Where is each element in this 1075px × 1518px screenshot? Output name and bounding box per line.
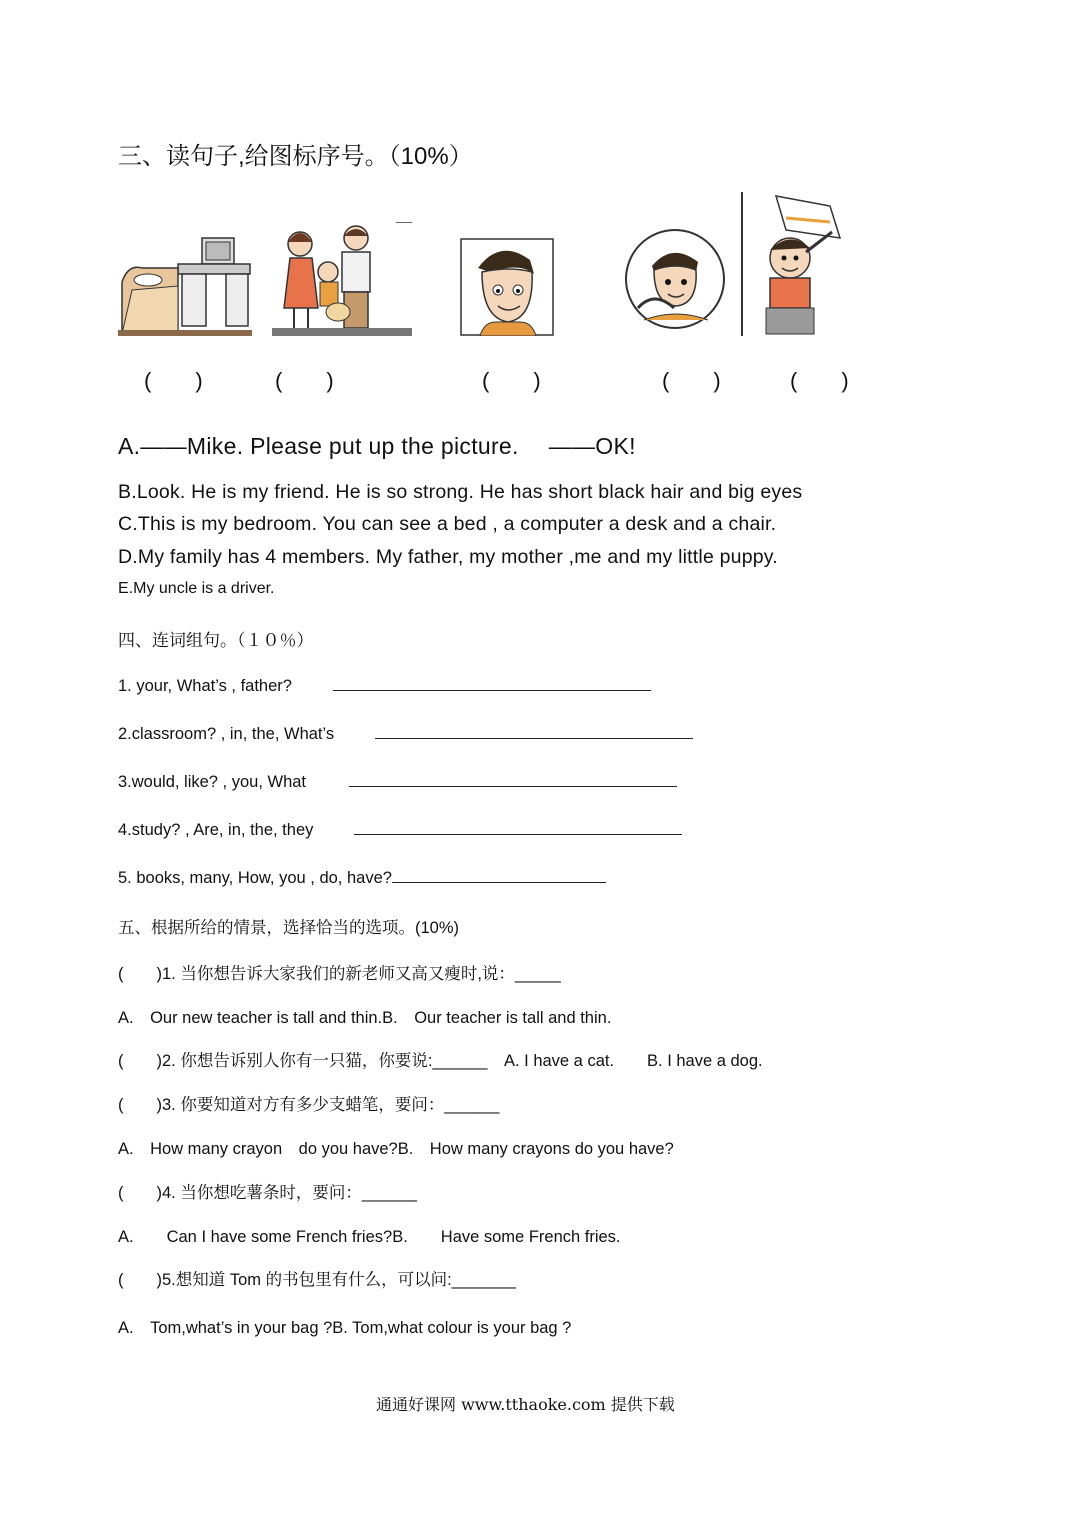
section-5-title: 五、根据所给的情景，选择恰当的选项。(10%) xyxy=(118,919,460,937)
answer-blank-4: ( ) xyxy=(662,368,721,393)
boy-with-picture xyxy=(740,192,852,336)
situation-question-1: ( )1. 当你想告诉大家我们的新老师又高又瘦时,说：_____ xyxy=(118,965,561,983)
answer-blank-3: ( ) xyxy=(482,368,541,393)
situation-options-3: A. How many crayon do you have?B. How many crayons do you have? xyxy=(118,1140,674,1158)
reorder-item-3 xyxy=(118,772,677,792)
answer-blank-1: ( ) xyxy=(144,368,203,393)
section-4-title: 四、连词组句。（１０％） xyxy=(118,631,314,650)
family-picture xyxy=(272,222,412,336)
option-c: C.This is my bedroom. You can see a bed , a computer a desk and a chair. xyxy=(118,513,777,535)
answer-line[interactable] xyxy=(354,820,682,835)
reorder-words: 2.classroom? , in, the, What’s xyxy=(118,725,335,743)
situation-options-4: A. Can I have some French fries?B. Have some French fries. xyxy=(118,1228,621,1246)
situation-question-4: ( )4. 当你想吃薯条时，要问：______ xyxy=(118,1184,417,1202)
option-b: B.Look. He is my friend. He is so strong. He has short black hair and big eyes xyxy=(118,481,803,503)
option-a: A.——Mike. Please put up the picture. ——OK! xyxy=(118,433,636,459)
driver-picture xyxy=(624,228,726,330)
answer-line[interactable] xyxy=(375,724,693,739)
reorder-words: 1. your, What’s , father? xyxy=(118,677,292,695)
situation-options-5: A. Tom,what’s in your bag ?B. Tom,what colour is your bag ? xyxy=(118,1319,572,1337)
situation-options-1: A. Our new teacher is tall and thin.B. Our teacher is tall and thin. xyxy=(118,1009,612,1027)
situation-question-2: ( )2. 你想告诉别人你有一只猫，你要说:______ A. I have a cat. B. I have a dog. xyxy=(118,1052,763,1070)
answer-line[interactable] xyxy=(333,676,651,691)
reorder-item-5 xyxy=(118,868,606,888)
situation-question-3: ( )3. 你要知道对方有多少支蜡笔，要问：______ xyxy=(118,1096,500,1114)
section-3-title: 三、读句子,给图标序号。（10%） xyxy=(118,143,473,170)
answer-blank-5: ( ) xyxy=(790,368,849,393)
reorder-words: 5. books, many, How, you , do, have? xyxy=(118,869,392,887)
footer-note: 通通好课网 www.tthaoke.com 提供下载 xyxy=(376,1395,675,1414)
reorder-words: 3.would, like? , you, What xyxy=(118,773,307,791)
friend-picture xyxy=(460,238,554,336)
answer-line[interactable] xyxy=(392,868,606,883)
option-d: D.My family has 4 members. My father, my mother ,me and my little puppy. xyxy=(118,546,778,568)
reorder-words: 4.study? , Are, in, the, they xyxy=(118,821,314,839)
situation-question-5: ( )5.想知道 Tom 的书包里有什么，可以问:_______ xyxy=(118,1271,516,1289)
bedroom-picture xyxy=(118,234,252,336)
reorder-item-1 xyxy=(118,676,651,696)
option-e: E.My uncle is a driver. xyxy=(118,580,275,597)
reorder-item-2 xyxy=(118,724,693,744)
reorder-item-4 xyxy=(118,820,682,840)
answer-blank-2: ( ) xyxy=(275,368,334,393)
answer-line[interactable] xyxy=(349,772,677,787)
